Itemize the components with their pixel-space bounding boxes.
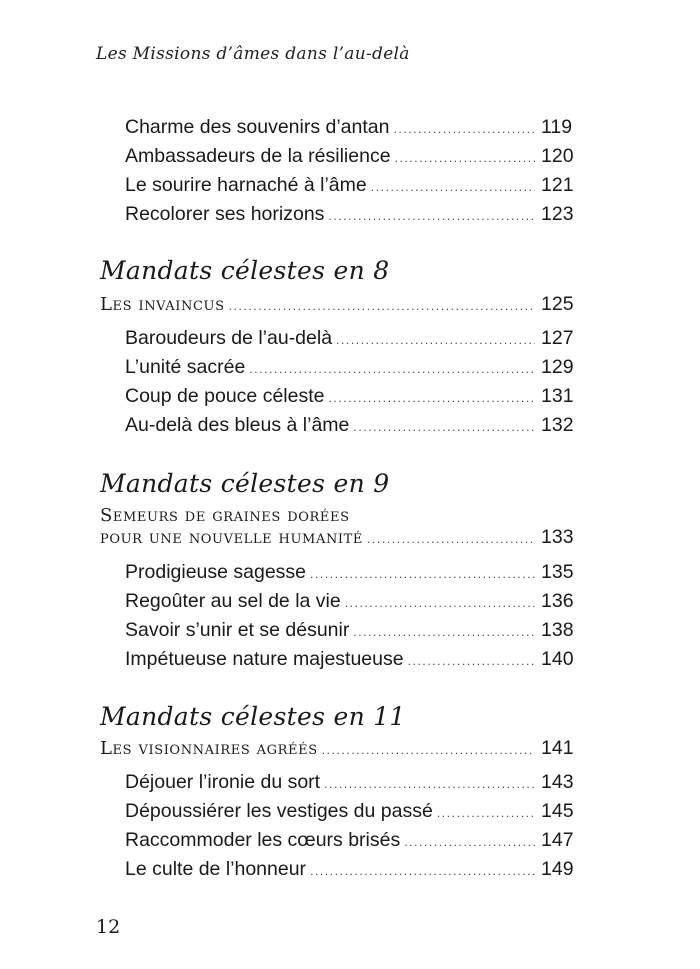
running-head: Les Missions d’âmes dans l’au-delà xyxy=(96,44,410,64)
entry-page: 136 xyxy=(541,590,574,612)
dot-leader xyxy=(328,209,535,223)
toc-entry[interactable] xyxy=(125,829,574,855)
dot-leader xyxy=(395,151,535,165)
dot-leader xyxy=(310,864,535,878)
dot-leader xyxy=(328,391,535,405)
toc-entry[interactable] xyxy=(125,800,574,826)
section-heading: Mandats célestes en 11 xyxy=(100,702,406,731)
entry-page: 120 xyxy=(541,145,574,167)
entry-title: Au-delà des bleus à l’âme xyxy=(125,414,350,436)
entry-page: 123 xyxy=(541,203,574,225)
entry-page: 143 xyxy=(541,771,574,793)
toc-part-entry[interactable] xyxy=(100,293,574,319)
page-number: 12 xyxy=(96,916,121,938)
toc-entry[interactable] xyxy=(125,619,574,645)
entry-title: Raccommoder les cœurs brisés xyxy=(125,829,401,851)
entry-page: 125 xyxy=(541,293,574,315)
toc-entry[interactable] xyxy=(125,858,574,884)
entry-title: Déjouer l’ironie du sort xyxy=(125,771,321,793)
toc-part-entry[interactable] xyxy=(100,737,574,763)
dot-leader xyxy=(229,299,535,313)
toc-part-entry[interactable] xyxy=(100,526,574,552)
dot-leader xyxy=(345,596,535,610)
entry-page: 145 xyxy=(541,800,574,822)
dot-leader xyxy=(353,625,535,639)
entry-page: 119 xyxy=(541,116,573,138)
toc-entry[interactable] xyxy=(125,327,574,353)
entry-title: Ambassadeurs de la résilience xyxy=(125,145,391,167)
toc-entry[interactable] xyxy=(125,771,574,797)
dot-leader xyxy=(408,654,535,668)
entry-page: 140 xyxy=(541,648,574,670)
entry-page: 138 xyxy=(541,619,574,641)
dot-leader xyxy=(322,743,535,757)
part-title: Les invaincus xyxy=(100,294,225,315)
entry-page: 129 xyxy=(541,356,574,378)
entry-title: Le sourire harnaché à l’âme xyxy=(125,174,367,196)
entry-page: 147 xyxy=(541,829,574,851)
entry-title: Regoûter au sel de la vie xyxy=(125,590,341,612)
toc-entry[interactable] xyxy=(125,116,571,142)
entry-page: 127 xyxy=(541,327,574,349)
entry-page: 141 xyxy=(541,737,574,759)
dot-leader xyxy=(393,122,535,136)
entry-title: Dépoussiérer les vestiges du passé xyxy=(125,800,433,822)
toc-entry[interactable] xyxy=(125,648,574,674)
toc-entry[interactable] xyxy=(125,145,574,171)
entry-page: 133 xyxy=(541,526,574,548)
entry-page: 149 xyxy=(541,858,574,880)
toc-entry[interactable] xyxy=(125,590,574,616)
toc-entry[interactable] xyxy=(125,356,574,382)
entry-page: 121 xyxy=(541,174,574,196)
dot-leader xyxy=(310,567,535,581)
entry-title: Impétueuse nature majestueuse xyxy=(125,648,404,670)
dot-leader xyxy=(353,420,535,434)
dot-leader xyxy=(404,835,535,849)
entry-page: 131 xyxy=(541,385,574,407)
part-title: Les visionnaires agréés xyxy=(100,738,318,759)
toc-entry[interactable] xyxy=(125,561,574,587)
part-title-line1: Semeurs de graines dorées xyxy=(100,505,350,526)
entry-page: 135 xyxy=(541,561,574,583)
part-title-line2: pour une nouvelle humanité xyxy=(100,527,364,548)
dot-leader xyxy=(249,362,535,376)
toc-entry[interactable] xyxy=(125,385,574,411)
entry-title: Le culte de l’honneur xyxy=(125,858,307,880)
dot-leader xyxy=(437,806,535,820)
toc-entry[interactable] xyxy=(125,203,574,229)
section-heading: Mandats célestes en 9 xyxy=(100,469,390,498)
entry-title: Recolorer ses horizons xyxy=(125,203,325,225)
dot-leader xyxy=(367,532,535,546)
entry-title: Charme des souvenirs d’antan xyxy=(125,116,390,138)
entry-title: L’unité sacrée xyxy=(125,356,246,378)
entry-title: Baroudeurs de l’au-delà xyxy=(125,327,333,349)
dot-leader xyxy=(336,333,535,347)
entry-title: Savoir s’unir et se désunir xyxy=(125,619,350,641)
toc-entry[interactable] xyxy=(125,174,574,200)
entry-title: Prodigieuse sagesse xyxy=(125,561,307,583)
entry-page: 132 xyxy=(541,414,574,436)
section-heading: Mandats célestes en 8 xyxy=(100,256,390,285)
dot-leader xyxy=(371,180,535,194)
toc-entry[interactable] xyxy=(125,414,574,440)
entry-title: Coup de pouce céleste xyxy=(125,385,325,407)
dot-leader xyxy=(324,777,535,791)
